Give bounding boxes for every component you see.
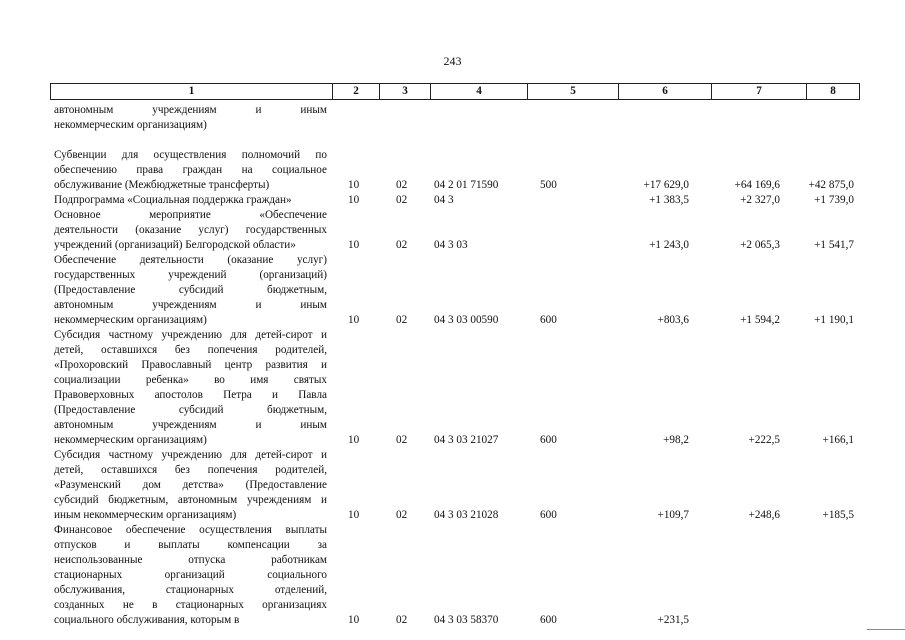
description-line: Субсидия частному учреждению для детей-сирот и [54,449,327,461]
description-line: автономным учреждениям и иным [54,104,327,116]
description-line: автономным учреждениям и иным [54,419,327,431]
header-col-3: 3 [380,84,431,99]
cell-c7: +2 327,0 [740,194,780,206]
description-line: Подпрограмма «Социальная поддержка граждан» [54,194,292,206]
cell-c2: 10 [348,614,360,626]
description-line: социального обслуживания, которым в [54,614,240,626]
header-col-6: 6 [619,84,712,99]
cell-c4: 04 3 03 00590 [434,314,499,326]
cell-c5: 600 [540,509,557,521]
table-row [54,148,854,193]
description-line: субсидий бюджетным, автономным учреждениям и [54,494,327,506]
cell-c6: +17 629,0 [643,179,689,191]
cell-c4: 04 3 [434,194,454,206]
page-number: 243 [443,54,462,68]
description-line: Обеспечение деятельности (оказание услуг) [54,254,327,266]
cell-c2: 10 [348,194,360,206]
header-col-7: 7 [712,84,807,99]
cell-c8: +185,5 [822,509,854,521]
cell-c7: +2 065,3 [740,239,780,251]
description-line: обеспечению права граждан на социальное [54,164,327,176]
cell-c4: 04 3 03 58370 [434,614,499,626]
cell-c3: 02 [396,239,408,251]
description-line: некоммерческим организациям) [54,119,207,131]
cell-c4: 04 3 03 21027 [434,434,499,446]
cell-c2: 10 [348,314,360,326]
description-line: иным некоммерческим организациям) [54,509,237,521]
cell-c3: 02 [396,614,408,626]
description-line: некоммерческим организациям) [54,314,207,326]
cell-c6: +109,7 [657,509,689,521]
description-line: автономным учреждениям и иным [54,299,327,311]
description-line: стационарных организаций социального [54,569,327,581]
cell-c6: +1 243,0 [649,239,689,251]
cell-c4: 04 2 01 71590 [434,179,499,191]
cell-c4: 04 3 03 21028 [434,509,499,521]
cell-c4: 04 3 03 [434,239,468,251]
header-col-5: 5 [528,84,619,99]
description-line: отпусков и выплаты компенсации за [54,539,327,551]
cell-c3: 02 [396,179,408,191]
description-line: Правоверховных апостолов Петра и Павла [54,389,327,401]
table-row [54,448,854,523]
description-line: «Прохоровский Православный центр развития и [54,359,327,371]
row-description [54,328,327,448]
description-line: Финансовое обеспечение осуществления выплаты [54,524,327,536]
description-line: (Предоставление субсидий бюджетным, [54,404,327,416]
cell-c2: 10 [348,179,360,191]
description-line: обслуживания, стационарных отделений, [54,584,327,596]
description-line: деятельности (оказание услуг) государственных [54,224,327,236]
cell-c8: +1 739,0 [814,194,854,206]
cell-c6: +803,6 [657,314,689,326]
cell-c5: 500 [540,179,557,191]
table-row [54,253,854,328]
cell-c2: 10 [348,239,360,251]
description-line: созданных не в стационарных организациях [54,599,327,611]
description-line: Основное мероприятие «Обеспечение [54,209,327,221]
table-header [50,83,860,100]
table-row [54,193,854,208]
header-col-8: 8 [830,85,836,97]
cell-c3: 02 [396,194,408,206]
cell-c7: +248,6 [748,509,780,521]
row-description [54,253,327,328]
cell-c7: +1 594,2 [740,314,780,326]
description-line: Субсидия частному учреждению для детей-сирот и [54,329,327,341]
cell-c6: +1 383,5 [649,194,689,206]
description-line: детей, оставшихся без попечения родителей, [54,464,327,476]
description-line: (Предоставление субсидий бюджетным, [54,284,327,296]
page-corner-mark [867,629,905,640]
header-col-1: 1 [51,84,333,99]
header-col-2: 2 [333,84,380,99]
cell-c3: 02 [396,314,408,326]
description-line: обслуживание (Межбюджетные трансферты) [54,179,270,191]
header-col-4: 4 [431,84,528,99]
cell-c6: +98,2 [663,434,689,446]
row-description [54,193,327,208]
description-line: некоммерческим организациям) [54,434,207,446]
description-line: социализации ребенка» во имя святых [54,374,327,386]
description-line: «Разуменский дом детства» (Предоставление [54,479,327,491]
cell-c8: +166,1 [822,434,854,446]
cell-c3: 02 [396,509,408,521]
cell-c7: +64 169,6 [734,179,780,191]
row-description [54,523,327,628]
cell-c8: +1 190,1 [814,314,854,326]
description-line: учреждений (организаций) Белгородской области» [54,239,296,251]
cell-c5: 600 [540,614,557,626]
cell-c5: 600 [540,434,557,446]
row-description [54,448,327,523]
row-description [54,103,327,133]
cell-c2: 10 [348,434,360,446]
row-description [54,148,327,193]
cell-c2: 10 [348,509,360,521]
cell-c7: +222,5 [748,434,780,446]
cell-c6: +231,5 [657,614,689,626]
table-row [54,208,854,253]
description-line: неиспользованные отпуска работникам [54,554,327,566]
cell-c8: +1 541,7 [814,239,854,251]
row-description [54,208,327,253]
cell-c8: +42 875,0 [808,179,854,191]
table-row [54,103,854,133]
description-line: детей, оставшихся без попечения родителей, [54,344,327,356]
table-row [54,523,854,628]
cell-c5: 600 [540,314,557,326]
description-line: Субвенции для осуществления полномочий по [54,149,327,161]
table-row [54,328,854,448]
cell-c3: 02 [396,434,408,446]
description-line: государственных учреждений (организаций) [54,269,327,281]
